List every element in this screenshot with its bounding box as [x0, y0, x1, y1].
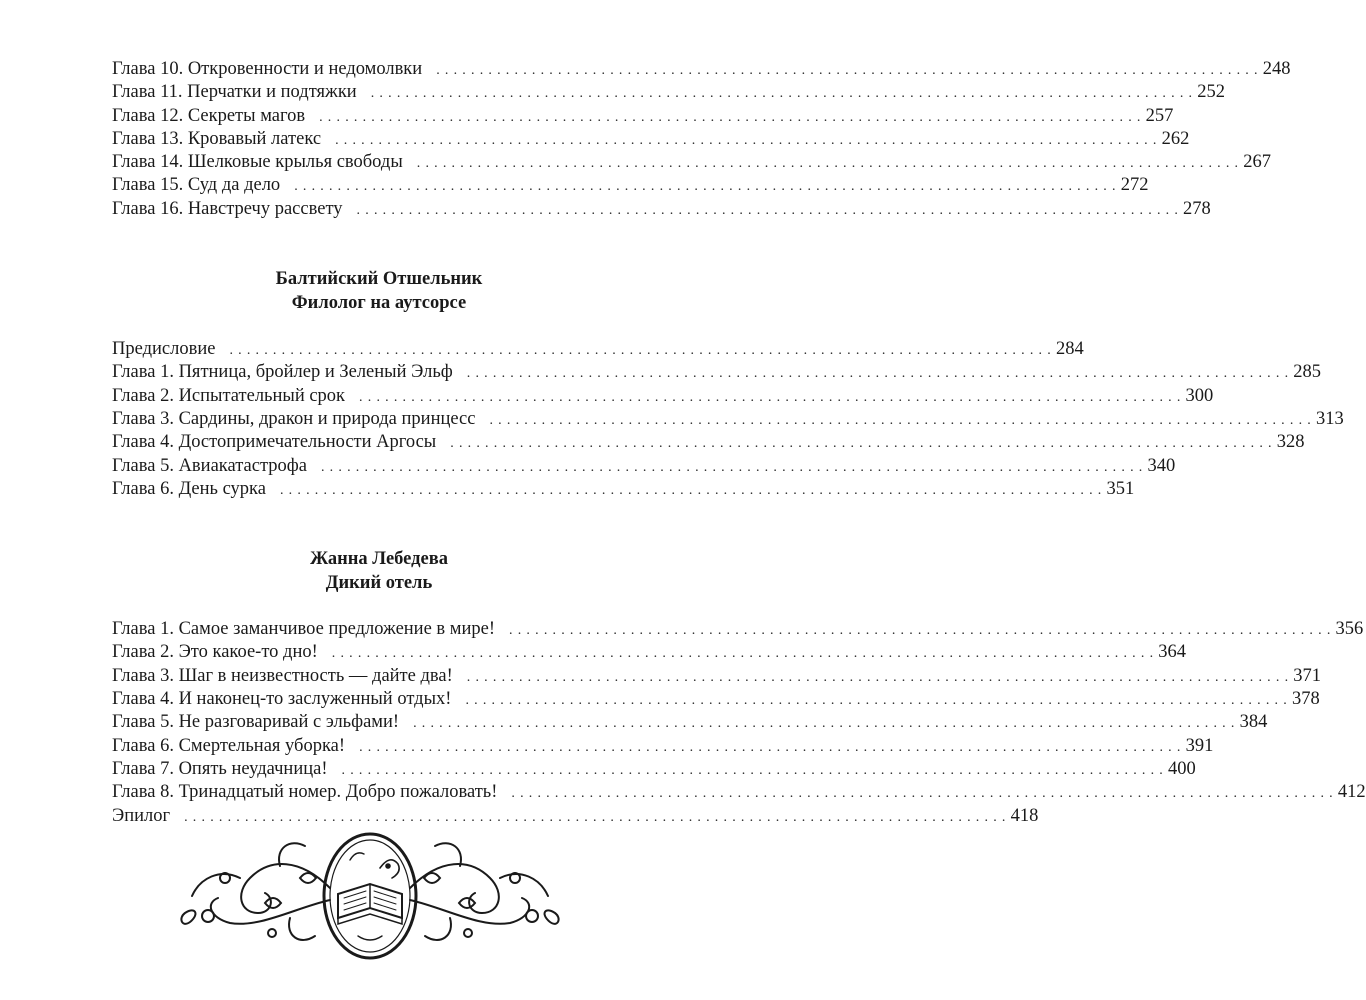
right-swirl-ornament [410, 843, 559, 940]
dot-leader: ............................................................................................... [466, 669, 1294, 685]
dot-leader: ............................................................................................... [294, 179, 1121, 195]
toc-entry-page: 257 [1145, 105, 1174, 126]
toc-entry[interactable] [112, 128, 1190, 151]
dot-leader: ............................................................................................... [489, 412, 1316, 428]
toc-entry-title: Глава 6. Смертельная уборка! [112, 735, 346, 756]
dot-leader: ............................................................................................... [359, 739, 1186, 755]
toc-entry[interactable] [112, 641, 1187, 664]
toc-section-3-list [112, 618, 1366, 828]
toc-entry-page: 262 [1161, 128, 1190, 149]
dot-leader: ............................................................................................... [359, 389, 1186, 405]
toc-entry-title: Глава 1. Самое заманчивое предложение в мире! [112, 619, 496, 640]
toc-entry[interactable] [112, 478, 1135, 501]
dot-leader: ............................................................................................... [436, 63, 1263, 78]
table-of-contents [112, 58, 1366, 828]
dot-leader: ............................................................................................... [356, 202, 1184, 218]
toc-entry-page: 364 [1158, 642, 1187, 663]
toc-entry-page: 300 [1185, 385, 1214, 406]
toc-entry-title: Глава 14. Шелковые крылья свободы [112, 152, 403, 173]
dot-leader: ............................................................................................... [341, 762, 1168, 778]
toc-entry[interactable] [112, 735, 1214, 758]
dot-leader: ............................................................................................... [279, 482, 1107, 498]
author-name: Балтийский Отшельник [275, 269, 483, 290]
toc-entry[interactable] [112, 198, 1211, 221]
toc-entry[interactable] [112, 81, 1225, 104]
dot-leader: ............................................................................................... [319, 109, 1146, 125]
toc-entry-title: Глава 8. Тринадцатый номер. Добро пожаловать! [112, 782, 498, 803]
toc-entry-page: 356 [1335, 619, 1364, 640]
dot-leader: ............................................................................................... [450, 436, 1277, 452]
toc-entry[interactable] [112, 781, 1366, 804]
toc-entry-title: Глава 2. Испытательный срок [112, 385, 346, 406]
toc-entry-title: Глава 15. Суд да дело [112, 175, 281, 196]
dot-leader: ............................................................................................... [413, 716, 1240, 732]
book-title: Филолог на аутсорсе [291, 293, 467, 314]
toc-entry[interactable] [112, 665, 1322, 688]
dot-leader: ............................................................................................... [320, 459, 1148, 475]
section-heading [112, 267, 646, 315]
dot-leader: ............................................................................................... [184, 809, 1011, 825]
toc-entry[interactable] [112, 618, 1364, 641]
left-swirl-ornament [181, 843, 330, 940]
toc-entry-page: 328 [1276, 432, 1305, 453]
dot-leader: ............................................................................................... [331, 646, 1159, 662]
dot-leader: ............................................................................................... [466, 366, 1294, 382]
medallion [324, 834, 416, 958]
toc-entry-title: Глава 5. Не разговаривай с эльфами! [112, 712, 400, 733]
toc-entry-page: 384 [1239, 712, 1268, 733]
toc-entry-page: 412 [1337, 782, 1366, 803]
toc-entry[interactable] [112, 58, 1291, 81]
toc-entry-title: Глава 3. Шаг в неизвестность — дайте два! [112, 665, 453, 686]
book-vignette-icon [180, 818, 560, 968]
toc-entry-title: Глава 6. День сурка [112, 478, 266, 499]
toc-entry-page: 313 [1315, 408, 1344, 429]
toc-entry-title: Глава 4. И наконец-то заслуженный отдых! [112, 689, 452, 710]
toc-entry-page: 371 [1293, 665, 1322, 686]
dot-leader: ............................................................................................... [465, 693, 1292, 709]
toc-entry[interactable] [112, 151, 1271, 174]
toc-entry-title: Глава 4. Достопримечательности Аргосы [112, 432, 437, 453]
toc-entry-title: Глава 2. Это какое-то дно! [112, 642, 318, 663]
toc-entry-title: Предисловие [112, 339, 216, 360]
dot-leader: ............................................................................................... [370, 86, 1198, 102]
dot-leader: ............................................................................................... [229, 343, 1056, 359]
toc-entry[interactable] [112, 338, 1084, 361]
toc-section-2-list [112, 338, 1344, 501]
toc-entry-title: Глава 10. Откровенности и недомолвки [112, 59, 423, 79]
dot-leader: ............................................................................................... [416, 156, 1244, 172]
toc-entry-page: 378 [1291, 689, 1320, 710]
toc-entry-title: Глава 12. Секреты магов [112, 105, 306, 126]
toc-entry-page: 340 [1147, 455, 1176, 476]
toc-entry[interactable] [112, 688, 1320, 711]
toc-entry[interactable] [112, 455, 1176, 478]
toc-entry[interactable] [112, 174, 1149, 197]
toc-entry-title: Глава 3. Сардины, дракон и природа принцесс [112, 408, 476, 429]
toc-entry[interactable] [112, 408, 1344, 431]
toc-entry-page: 267 [1243, 152, 1271, 173]
toc-entry[interactable] [112, 758, 1196, 781]
toc-entry-title: Глава 11. Перчатки и подтяжки [112, 82, 357, 103]
toc-entry-title: Глава 1. Пятница, бройлер и Зеленый Эльф [112, 362, 453, 383]
toc-entry-page: 272 [1120, 175, 1149, 196]
book-title: Дикий отель [325, 573, 433, 594]
toc-entry-page: 248 [1262, 59, 1291, 79]
toc-entry-page: 400 [1168, 758, 1196, 779]
toc-entry[interactable] [112, 711, 1268, 734]
toc-entry-title: Эпилог [112, 805, 171, 826]
toc-entry-page: 278 [1183, 198, 1211, 219]
toc-section-1-list [112, 58, 1291, 221]
toc-entry-page: 252 [1197, 82, 1225, 103]
dot-leader: ............................................................................................... [335, 132, 1162, 148]
toc-entry[interactable] [112, 105, 1174, 128]
dot-leader: ............................................................................................... [509, 623, 1336, 639]
section-heading [112, 547, 646, 595]
toc-entry-title: Глава 7. Опять неудачница! [112, 758, 328, 779]
toc-entry-page: 285 [1293, 362, 1322, 383]
toc-entry[interactable] [112, 385, 1214, 408]
author-name: Жанна Лебедева [310, 549, 448, 570]
toc-entry-page: 391 [1185, 735, 1214, 756]
dot-leader: ............................................................................................... [511, 786, 1338, 802]
toc-entry-page: 284 [1055, 339, 1084, 360]
toc-entry-title: Глава 13. Кровавый латекс [112, 128, 322, 149]
toc-entry-page: 351 [1106, 478, 1135, 499]
toc-entry[interactable] [112, 361, 1322, 384]
toc-entry[interactable] [112, 431, 1305, 454]
toc-entry-title: Глава 5. Авиакатастрофа [112, 455, 307, 476]
toc-entry-page: 418 [1010, 805, 1039, 826]
toc-entry-title: Глава 16. Навстречу рассвету [112, 198, 343, 219]
